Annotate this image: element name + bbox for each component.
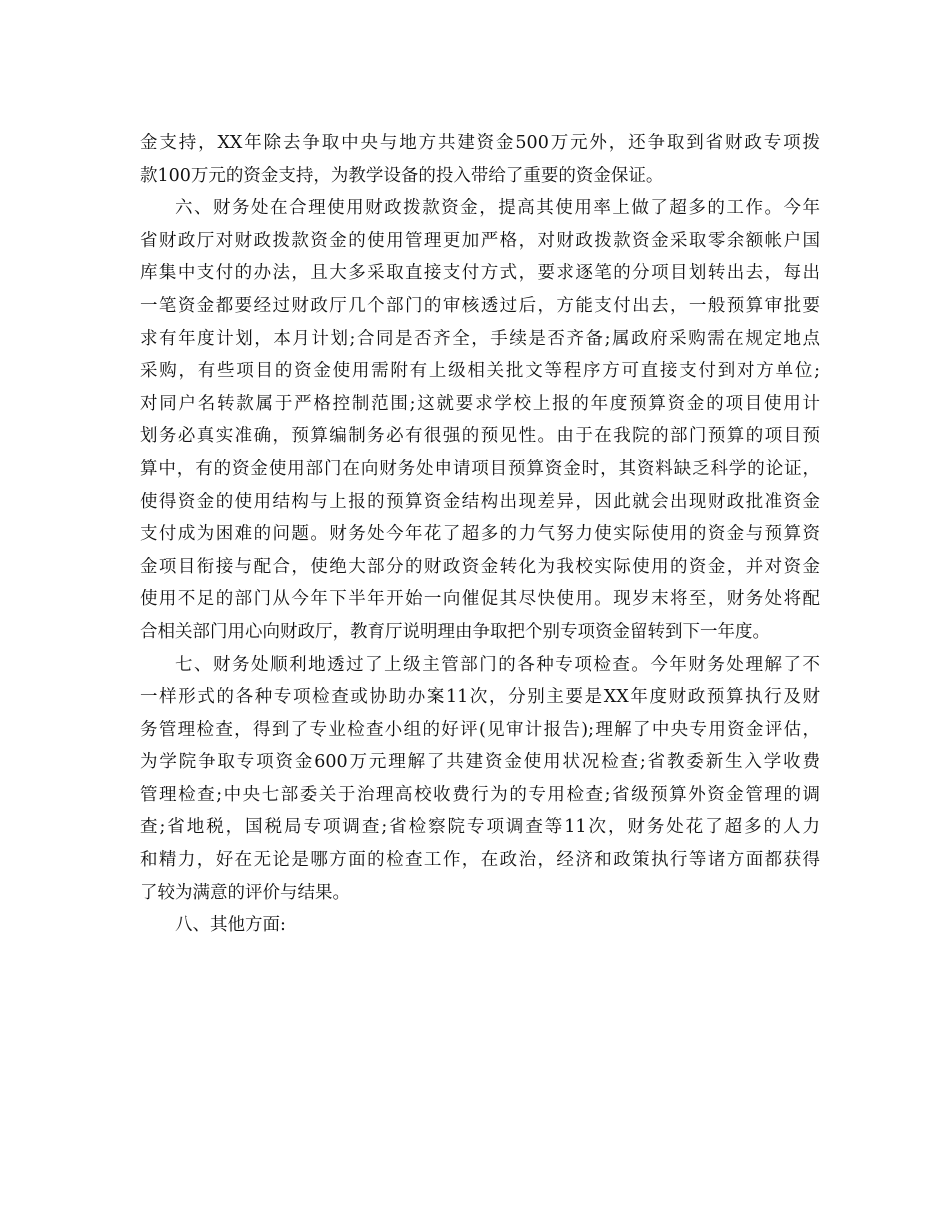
text-line: 为学院争取专项资金600万元理解了共建资金使用状况检查;省教委新生入学收费: [140, 752, 820, 773]
text-line: 六、财务处在合理使用财政拨款资金，提高其使用率上做了超多的工作。今年: [175, 198, 820, 219]
text-line: 管理检查;中央七部委关于治理高校收费行为的专用检查;省级预算外资金管理的调: [140, 784, 820, 805]
paragraph-seven: [140, 649, 820, 910]
text-line: 省财政厅对财政拨款资金的使用管理更加严格，对财政拨款资金采取零余额帐户国: [140, 230, 820, 251]
section-heading: 八、其他方面:: [175, 915, 286, 936]
text-line: 对同户名转款属于严格控制范围;这就要求学校上报的年度预算资金的项目使用计: [140, 393, 820, 414]
paragraph-continuation: [140, 127, 820, 192]
text-line: 了较为满意的评价与结果。: [140, 882, 350, 903]
text-line: 使用不足的部门从今年下半年开始一向催促其尽快使用。现岁末将至，财务处将配: [140, 589, 820, 610]
text-line: 合相关部门用心向财政厅，教育厅说明理由争取把个别专项资金留转到下一年度。: [140, 621, 770, 642]
text-line: 使得资金的使用结构与上报的预算资金结构出现差异，因此就会出现财政批准资金: [140, 491, 820, 512]
text-line: 库集中支付的办法，且大多采取直接支付方式，要求逐笔的分项目划转出去，每出: [140, 263, 820, 284]
text-line: 七、财务处顺利地透过了上级主管部门的各种专项检查。今年财务处理解了不: [175, 654, 820, 675]
text-line: 算中，有的资金使用部门在向财务处申请项目预算资金时，其资料缺乏科学的论证，: [140, 458, 820, 479]
text-line: 划务必真实准确，预算编制务必有很强的预见性。由于在我院的部门预算的项目预: [140, 426, 820, 447]
text-line: 采购，有些项目的资金使用需附有上级相关批文等程序方可直接支付到对方单位;: [140, 361, 820, 382]
document-body: [140, 127, 820, 942]
text-line: 求有年度计划，本月计划;合同是否齐全，手续是否齐备;属政府采购需在规定地点: [140, 328, 820, 349]
text-line: 一样形式的各种专项检查或协助办案11次，分别主要是XX年度财政预算执行及财: [140, 687, 820, 708]
text-line: 查;省地税，国税局专项调查;省检察院专项调查等11次，财务处花了超多的人力: [140, 817, 820, 838]
text-line: 支付成为困难的问题。财务处今年花了超多的力气努力使实际使用的资金与预算资: [140, 524, 820, 545]
text-line: 务管理检查，得到了专业检查小组的好评(见审计报告);理解了中央专用资金评估，: [140, 719, 820, 740]
text-line: 金项目衔接与配合，使绝大部分的财政资金转化为我校实际使用的资金，并对资金: [140, 556, 820, 577]
text-line: 和精力，好在无论是哪方面的检查工作，在政治，经济和政策执行等诸方面都获得: [140, 850, 820, 871]
text-line: 款100万元的资金支持，为教学设备的投入带给了重要的资金保证。: [140, 165, 664, 186]
text-line: 一笔资金都要经过财政厅几个部门的审核透过后，方能支付出去，一般预算审批要: [140, 295, 820, 316]
paragraph-eight: [140, 909, 820, 942]
text-line: 金支持，XX年除去争取中央与地方共建资金500万元外，还争取到省财政专项拨: [140, 133, 820, 153]
paragraph-six: [140, 192, 820, 648]
